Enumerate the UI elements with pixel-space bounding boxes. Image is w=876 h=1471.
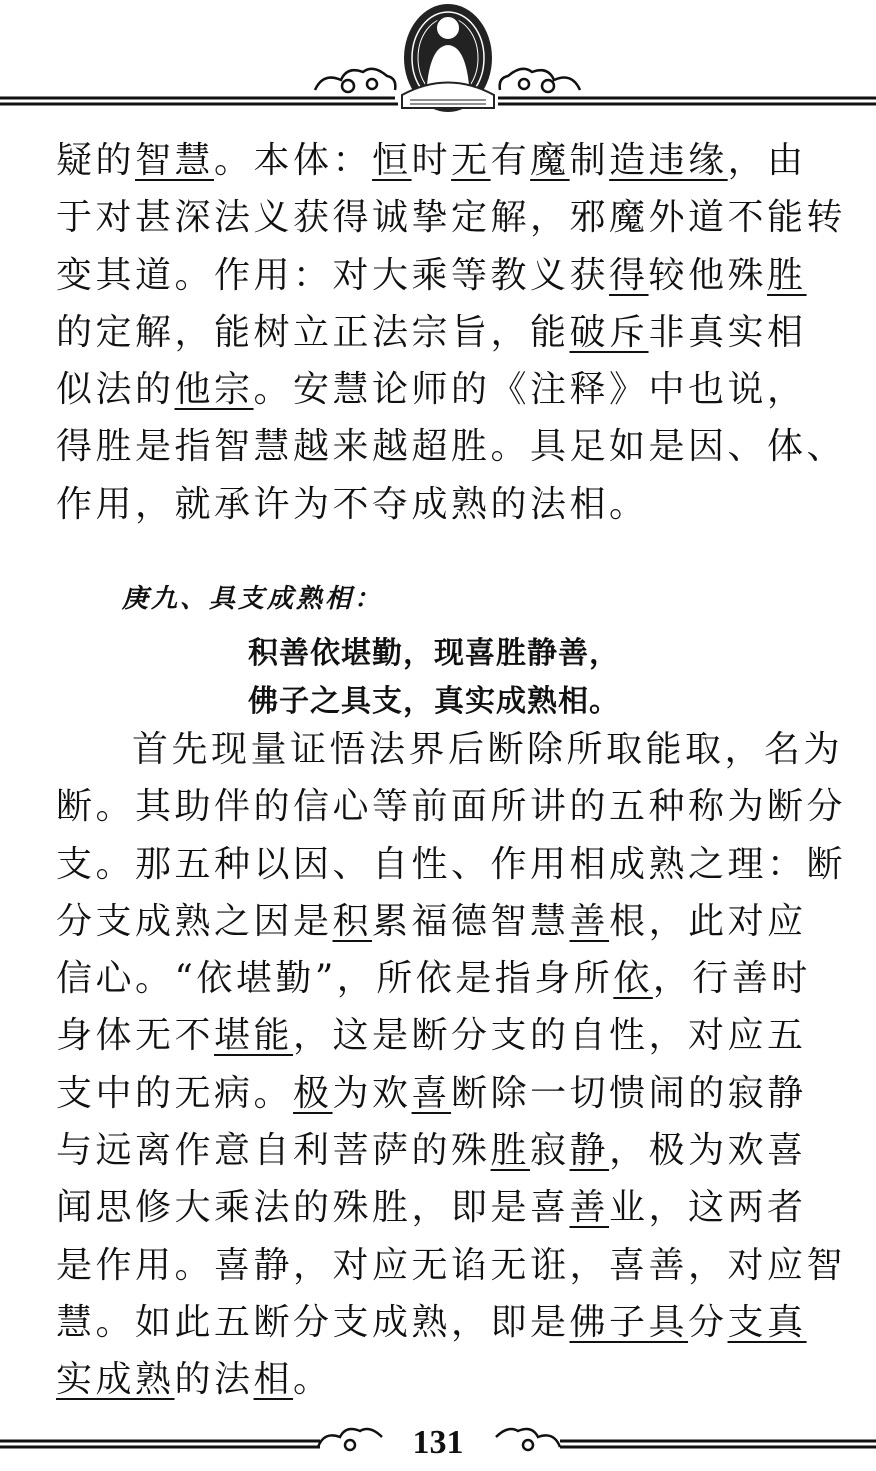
text-segment: ，由于对甚深法义获得诚挚定解，邪魔外道不能转变其道。作用：对大乘等教义获 — [56, 140, 847, 296]
text-segment: 为欢 — [332, 1072, 412, 1114]
underlined-text: 得 — [609, 254, 649, 296]
text-segment: 疑的 — [56, 140, 136, 181]
text-segment: 的定解，能树立正法宗旨，能 — [56, 311, 570, 353]
cloud-ornament-left-icon — [315, 69, 395, 92]
page-number: 131 — [412, 1424, 464, 1461]
body-text-2 — [56, 721, 846, 1409]
text-segment: 时 — [411, 140, 452, 181]
text-segment: 首先现量证悟法界后断除所取能取，名为断。其助伴的信心等前面所讲的五种称为断分支。那五种以因、自性、作用相成熟之理：断分支成熟之因是 — [56, 729, 847, 942]
text-segment: 寂 — [530, 1130, 570, 1172]
body-text — [56, 132, 846, 533]
underlined-text: 堪能 — [214, 1015, 294, 1057]
underlined-text: 喜 — [411, 1072, 452, 1114]
underlined-text: 胜 — [490, 1130, 531, 1172]
paragraph-1 — [56, 132, 846, 533]
cloud-ornament-right-icon — [500, 69, 580, 92]
text-segment: 断除一切愦闹的寂静与远离作意自利菩萨的殊 — [56, 1072, 807, 1172]
underlined-text: 静 — [569, 1130, 610, 1172]
buddha-emblem-icon — [402, 4, 494, 112]
header-ornament — [0, 0, 876, 125]
verse-line-1: 积善依堪勤，现喜胜静善， — [248, 636, 620, 671]
underlined-text: 恒 — [372, 140, 412, 181]
underlined-text: 善 — [569, 900, 610, 942]
underlined-text: 积 — [332, 900, 373, 942]
text-segment: 。本体： — [214, 140, 373, 181]
text-segment: 。 — [293, 1359, 333, 1401]
text-segment: 较他殊 — [648, 254, 768, 296]
underlined-text: 破斥 — [569, 311, 649, 353]
text-segment: 的法 — [174, 1359, 254, 1401]
verse-line-2: 佛子之具支，真实成熟相。 — [248, 684, 620, 719]
text-segment: 。安慧论师的《注释》中也说，得胜是指智慧越来越超胜。具足如是因、体、作用，就承许为不夺成熟的法相。 — [56, 369, 847, 525]
underlined-text: 依 — [613, 958, 653, 1000]
text-segment: ，这是断分支的自性，对应五支中的无病。 — [56, 1015, 807, 1114]
text-segment: 制 — [569, 140, 610, 181]
text-segment: 有 — [490, 140, 531, 181]
underlined-text: 造违缘 — [609, 140, 728, 181]
underlined-text: 支真实成熟 — [56, 1301, 807, 1401]
text-segment: ，极为欢喜闻思修大乘法的殊胜，即是喜 — [56, 1130, 807, 1229]
text-segment: 分 — [688, 1301, 728, 1343]
underlined-text: 胜 — [767, 254, 807, 296]
text-segment: 根，此对应信心。“依堪勤”，所依是指身所 — [56, 900, 807, 1000]
text-segment: 业，这两者是作用。喜静，对应无谄无诳，喜善，对应智慧。如此五断分支成熟，即是 — [56, 1187, 847, 1343]
underlined-text: 极 — [293, 1072, 333, 1114]
text-segment: 非真实相似法的 — [56, 311, 807, 411]
paragraph-2 — [56, 721, 846, 1409]
section-title: 庚九、具支成熟相： — [122, 584, 384, 614]
underlined-text: 智慧 — [135, 140, 215, 181]
underlined-text: 善 — [569, 1187, 610, 1229]
underlined-text: 魔 — [530, 140, 570, 181]
underlined-text: 佛子具 — [569, 1301, 689, 1343]
text-segment: ，行善时身体无不 — [56, 958, 811, 1057]
underlined-text: 相 — [253, 1359, 294, 1401]
underlined-text: 无 — [451, 140, 491, 181]
underlined-text: 他宗 — [174, 369, 254, 411]
text-segment: 累福德智慧 — [372, 900, 570, 942]
